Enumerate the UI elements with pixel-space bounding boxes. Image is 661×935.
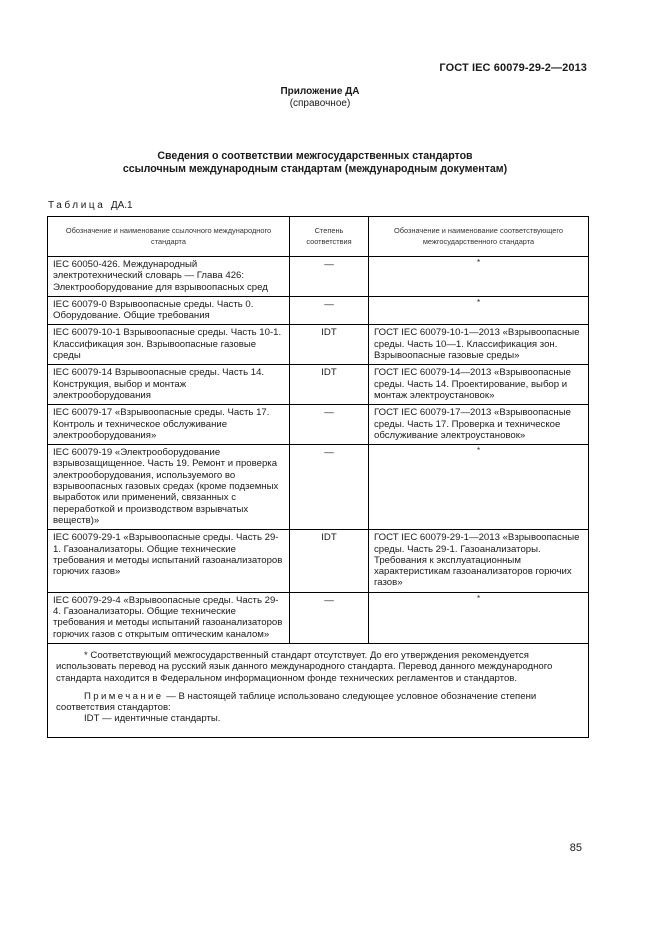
table-note-idt: IDT — идентичные стандарты. <box>84 713 221 725</box>
annex-title: Приложение ДА <box>280 86 360 97</box>
cell-gost-standard: ГОСТ IEC 60079-10-1—2013 «Взрывоопасные среды. Часть 10—1. Классификация зон. Взрывоопасные газовые среды» <box>369 325 589 365</box>
table-header-row <box>48 217 589 257</box>
table-label-word: Таблица <box>48 200 106 211</box>
table-row <box>48 592 589 643</box>
page-number: 85 <box>569 842 582 854</box>
correspondence-table-wrapper <box>47 216 588 738</box>
table-row <box>48 257 589 297</box>
section-heading-line-1: Сведения о соответствии межгосударственных стандартов <box>157 150 473 162</box>
document-code: ГОСТ IEC 60079-29-2—2013 <box>439 62 587 74</box>
table-row <box>48 296 589 325</box>
column-header-gost-standard: Обозначение и наименование соответствующего межгосударственного стандарта <box>369 217 589 257</box>
section-heading <box>0 150 630 176</box>
column-header-degree: Степень соответствия <box>290 217 369 257</box>
cell-degree: — <box>290 405 369 445</box>
cell-gost-standard: * <box>369 445 589 530</box>
correspondence-table <box>47 216 589 738</box>
table-row <box>48 365 589 405</box>
cell-intl-standard: IEC 60079-29-4 «Взрывоопасные среды. Часть 29-4. Газоанализаторы. Общие технические требования и методы испытаний газоанализаторов горючих газов с открытым оптическим каналом» <box>48 592 290 643</box>
table-label-number: ДА.1 <box>110 200 133 211</box>
cell-intl-standard: IEC 60079-17 «Взрывоопасные среды. Часть 17. Контроль и техническое обслуживание электрооборудования» <box>48 405 290 445</box>
table-notes-cell <box>48 643 589 737</box>
table-notes-row <box>48 643 589 737</box>
table-row <box>48 530 589 592</box>
annex-subtitle: (справочное) <box>289 98 351 109</box>
table-label <box>48 200 133 211</box>
cell-intl-standard: IEC 60079-0 Взрывоопасные среды. Часть 0. Оборудование. Общие требования <box>48 296 290 325</box>
cell-gost-standard: ГОСТ IEC 60079-17—2013 «Взрывоопасные среды. Часть 17. Проверка и техническое обслуживание электроустановок» <box>369 405 589 445</box>
table-note-label: Примечание <box>84 690 164 702</box>
cell-intl-standard: IEC 60079-14 Взрывоопасные среды. Часть 14. Конструкция, выбор и монтаж электрооборудования <box>48 365 290 405</box>
cell-gost-standard: * <box>369 296 589 325</box>
cell-degree: — <box>290 445 369 530</box>
section-heading-line-2: ссылочным международным стандартам (международным документам) <box>122 163 508 175</box>
cell-degree: — <box>290 296 369 325</box>
cell-degree: — <box>290 257 369 297</box>
table-row <box>48 325 589 365</box>
column-header-intl-standard: Обозначение и наименование ссылочного международного стандарта <box>48 217 290 257</box>
cell-degree: IDT <box>290 530 369 592</box>
cell-gost-standard: * <box>369 257 589 297</box>
cell-gost-standard: ГОСТ IEC 60079-14—2013 «Взрывоопасные среды. Часть 14. Проектирование, выбор и монтаж электроустановок» <box>369 365 589 405</box>
cell-intl-standard: IEC 60079-10-1 Взрывоопасные среды. Часть 10-1. Классификация зон. Взрывоопасные газовые среды <box>48 325 290 365</box>
cell-degree: IDT <box>290 365 369 405</box>
cell-intl-standard: IEC 60079-29-1 «Взрывоопасные среды. Часть 29-1. Газоанализаторы. Общие технические требования и методы испытаний газоанализаторов горючих газов» <box>48 530 290 592</box>
cell-gost-standard: ГОСТ IEC 60079-29-1—2013 «Взрывоопасные среды. Часть 29-1. Газоанализаторы. Требования к эксплуатационным характеристикам газоанализаторов горючих газов» <box>369 530 589 592</box>
cell-intl-standard: IEC 60079-19 «Электрооборудование взрывозащищенное. Часть 19. Ремонт и проверка электрооборудования, используемого во взрывоопасных газовых средах (кроме подземных выработок или применений, связанных с переработкой и производством взрывчатых веществ)» <box>48 445 290 530</box>
table-row <box>48 405 589 445</box>
annex-title-block <box>0 86 640 110</box>
cell-degree: IDT <box>290 325 369 365</box>
cell-degree: — <box>290 592 369 643</box>
table-note <box>56 691 580 714</box>
table-row <box>48 445 589 530</box>
table-footnote: * Соответствующий межгосударственный стандарт отсутствует. До его утверждения рекомендуется использовать перевод на русский язык данного международного стандарта. Перевод данного международного стандарта находится в Федеральном информационном фонде технических регламентов и стандартов. <box>56 649 553 684</box>
table-note-text: — В настоящей таблице использовано следующее условное обозначение степени соответствия стандартов: <box>56 690 537 714</box>
cell-intl-standard: IEC 60050-426. Международный электротехнический словарь — Глава 426: Электрооборудование для взрывоопасных сред <box>48 257 290 297</box>
cell-gost-standard: * <box>369 592 589 643</box>
